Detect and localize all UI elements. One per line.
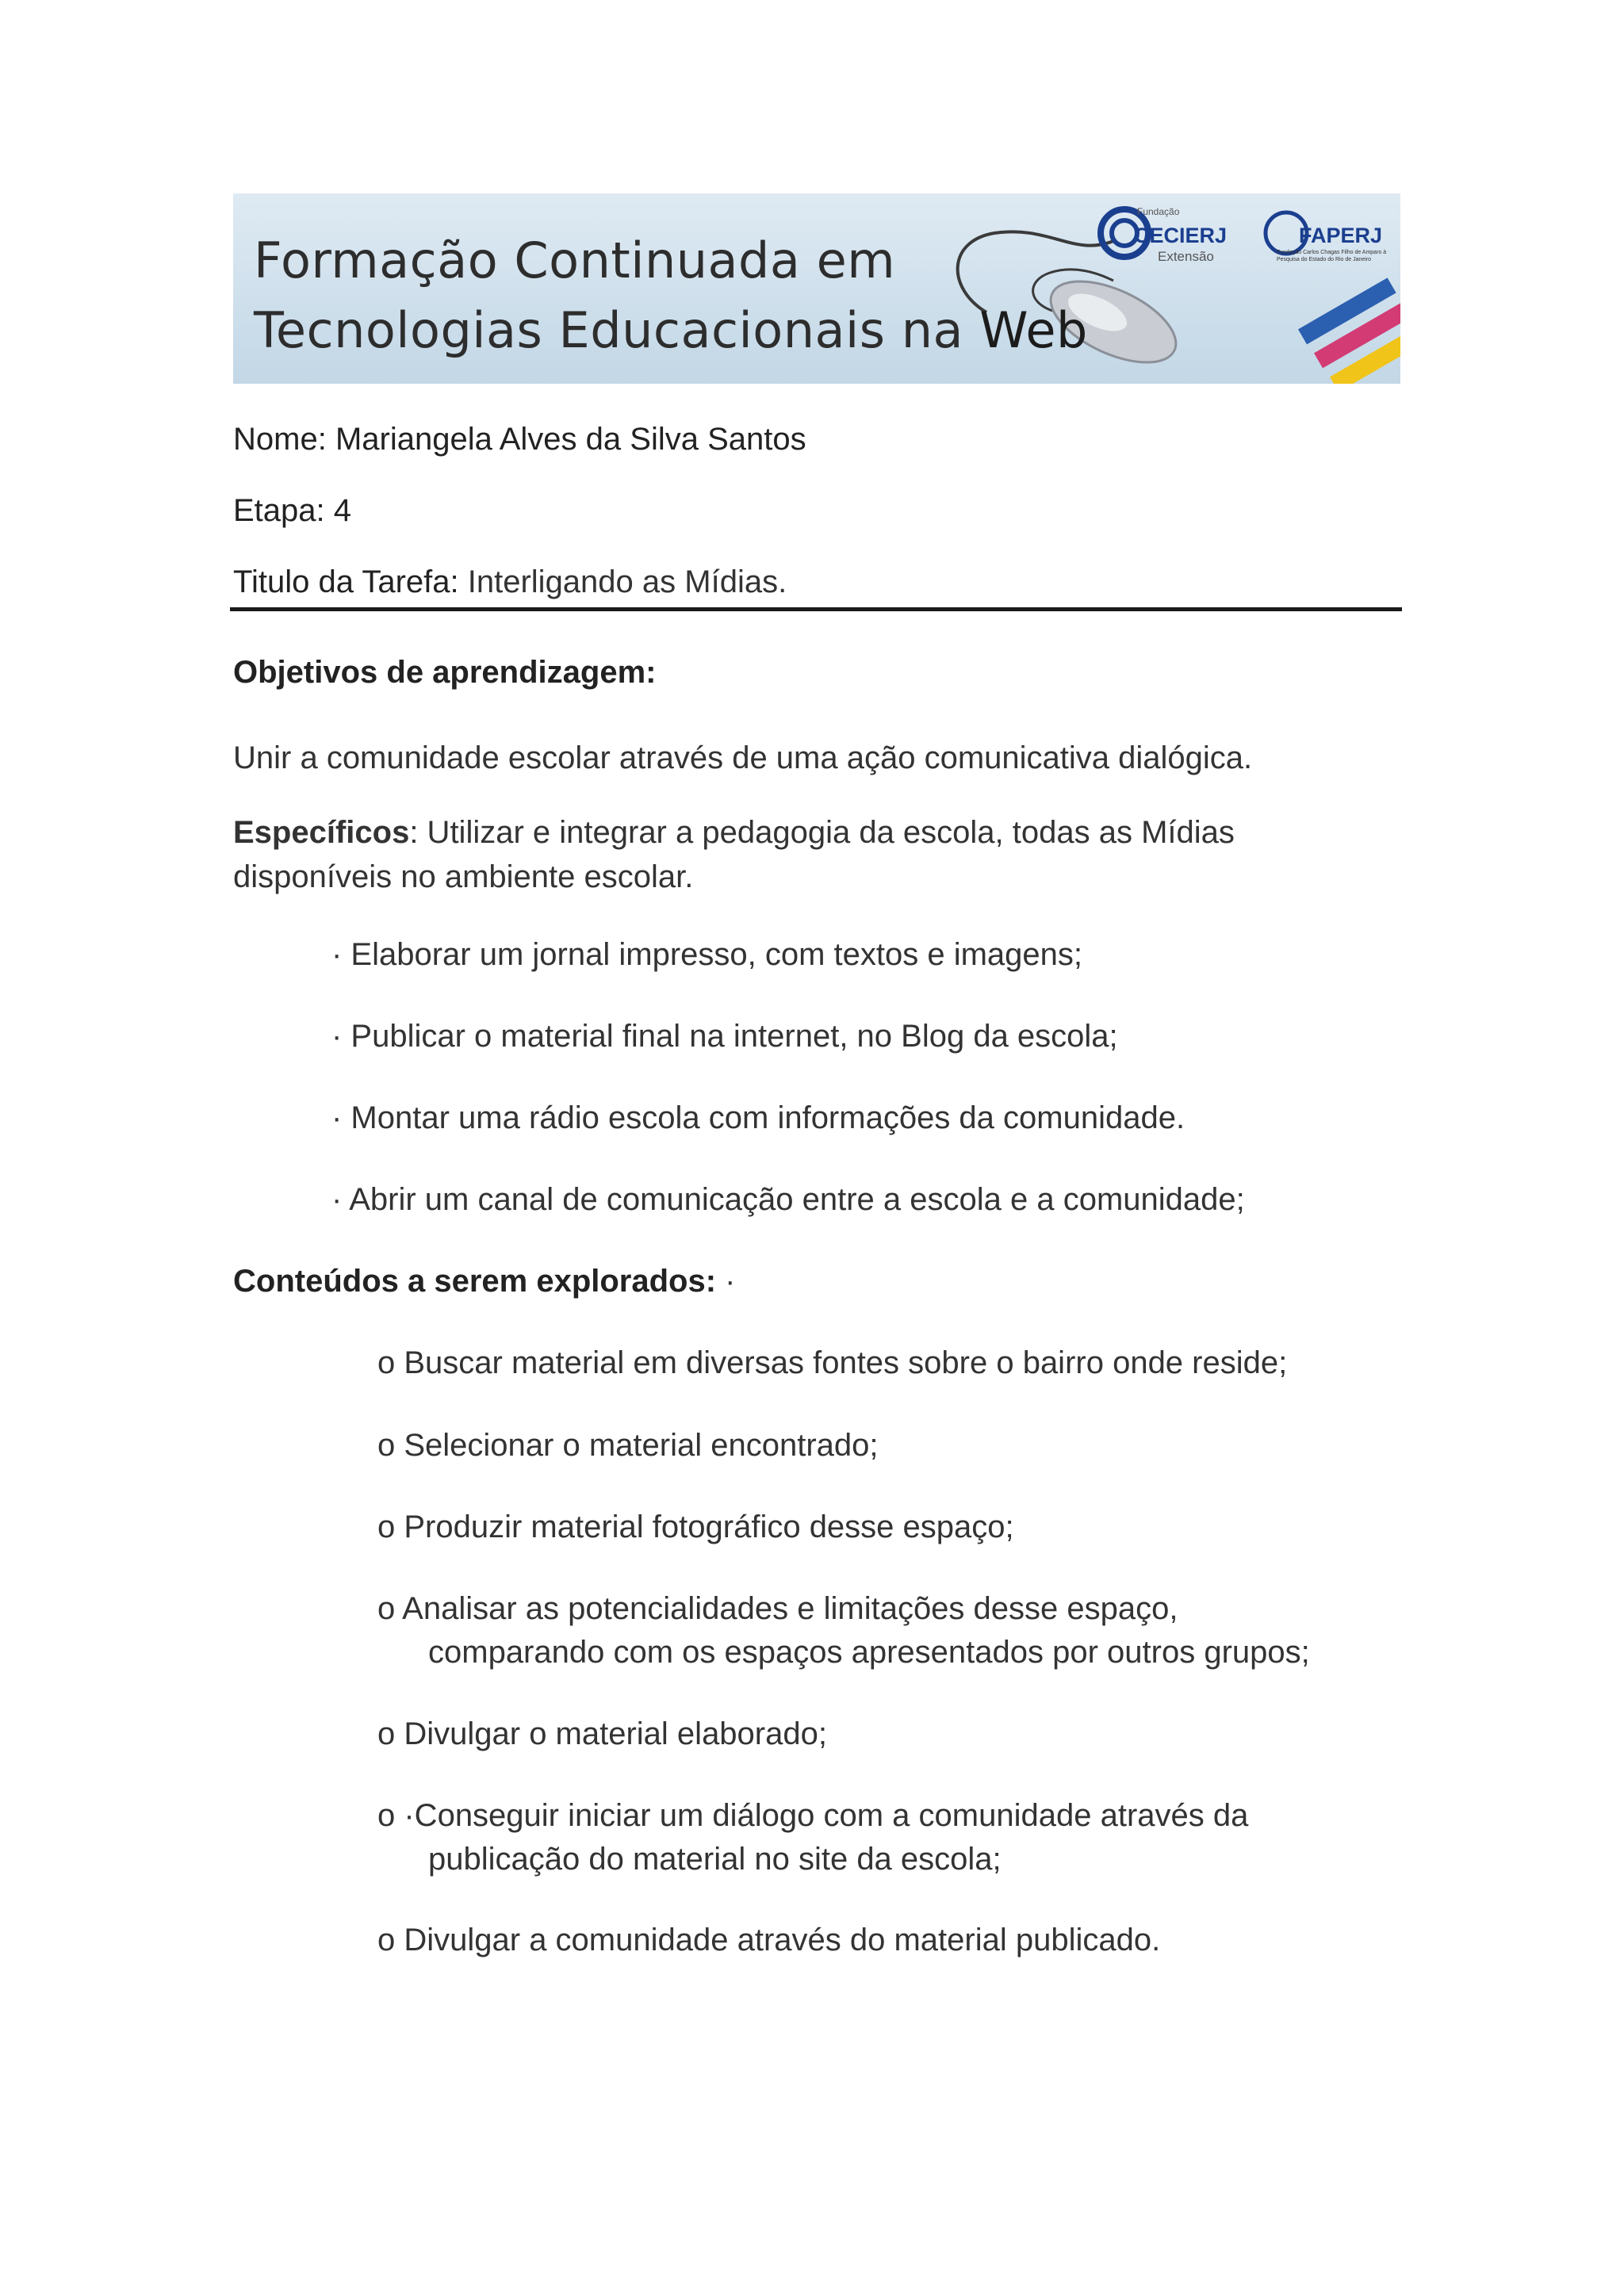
- titulo-separator: :: [450, 564, 459, 599]
- list-item: · Montar uma rádio escola com informações da comunidade.: [331, 1100, 1185, 1135]
- objetivo-geral: Unir a comunidade escolar através de uma ação comunicativa dialógica.: [233, 740, 1253, 775]
- list-item: [377, 1341, 1287, 1385]
- logo-faperj: FAPERJ: [1299, 224, 1383, 247]
- banner-title-web: Web: [979, 301, 1088, 359]
- banner-title-prefix: Tecnologias Educacionais na: [254, 301, 964, 359]
- banner-title-line2: [254, 301, 1088, 359]
- logo-extensao: Extensão: [1158, 249, 1214, 264]
- list-item: [377, 1587, 1310, 1674]
- list-item: [377, 1712, 827, 1756]
- objetivos-heading: Objetivos de aprendizagem:: [233, 655, 657, 690]
- list-item-text: o Divulgar o material elaborado;: [377, 1716, 827, 1751]
- objetivos-especificos: [233, 810, 1288, 899]
- nome-label: Nome:: [233, 422, 327, 457]
- etapa-label: Etapa:: [233, 493, 325, 528]
- list-item: [377, 1424, 878, 1468]
- conteudos-heading-suffix: ·: [716, 1264, 736, 1299]
- conteudos-heading: Conteúdos a serem explorados:: [233, 1264, 717, 1299]
- course-banner: [233, 193, 1400, 384]
- logo-fundacao: Fundação: [1137, 206, 1180, 217]
- titulo-label: Titulo da Tarefa: [233, 564, 450, 599]
- especificos-text: : Utilizar e integrar a pedagogia da escola, todas as Mídias disponíveis no ambiente escolar.: [233, 815, 1235, 894]
- list-item: [377, 1919, 1160, 1962]
- nome-value: Mariangela Alves da Silva Santos: [335, 422, 806, 457]
- nome-field: [233, 420, 806, 458]
- conteudos-heading-row: [233, 1262, 735, 1300]
- list-item: · Publicar o material final na internet, no Blog da escola;: [331, 1019, 1118, 1054]
- banner-title-line1: Formação Continuada em: [254, 232, 896, 289]
- list-item-text: o ·Conseguir iniciar um diálogo com a comunidade através da: [377, 1798, 1249, 1833]
- list-item: [377, 1794, 1248, 1881]
- etapa-field: [233, 492, 351, 530]
- list-item-text: o Buscar material em diversas fontes sobre o bairro onde reside;: [377, 1345, 1288, 1380]
- list-item-text: o Divulgar a comunidade através do material publicado.: [377, 1923, 1161, 1957]
- logo-faperj-subtitle: Fundação Carlos Chagas Filho de Amparo à Pesquisa do Estado do Rio de Janeiro: [1277, 250, 1387, 262]
- list-item: · Elaborar um jornal impresso, com textos e imagens;: [331, 937, 1083, 972]
- titulo-field: [233, 563, 787, 601]
- list-item-text: o Selecionar o material encontrado;: [377, 1428, 879, 1463]
- list-item: · Abrir um canal de comunicação entre a escola e a comunidade;: [331, 1182, 1245, 1217]
- logo-cecierj: CECIERJ: [1134, 224, 1228, 247]
- list-item-text: o Analisar as potencialidades e limitações desse espaço,: [377, 1591, 1178, 1626]
- list-item: [377, 1506, 1014, 1549]
- header-divider: [230, 607, 1402, 611]
- titulo-value: Interligando as Mídias.: [467, 564, 787, 599]
- especificos-label: Específicos: [233, 815, 410, 850]
- list-item-text: o Produzir material fotográfico desse espaço;: [377, 1510, 1014, 1544]
- list-item-continuation: comparando com os espaços apresentados por outros grupos;: [428, 1635, 1310, 1670]
- etapa-value: 4: [333, 493, 352, 528]
- list-item-continuation: publicação do material no site da escola;: [428, 1842, 1002, 1877]
